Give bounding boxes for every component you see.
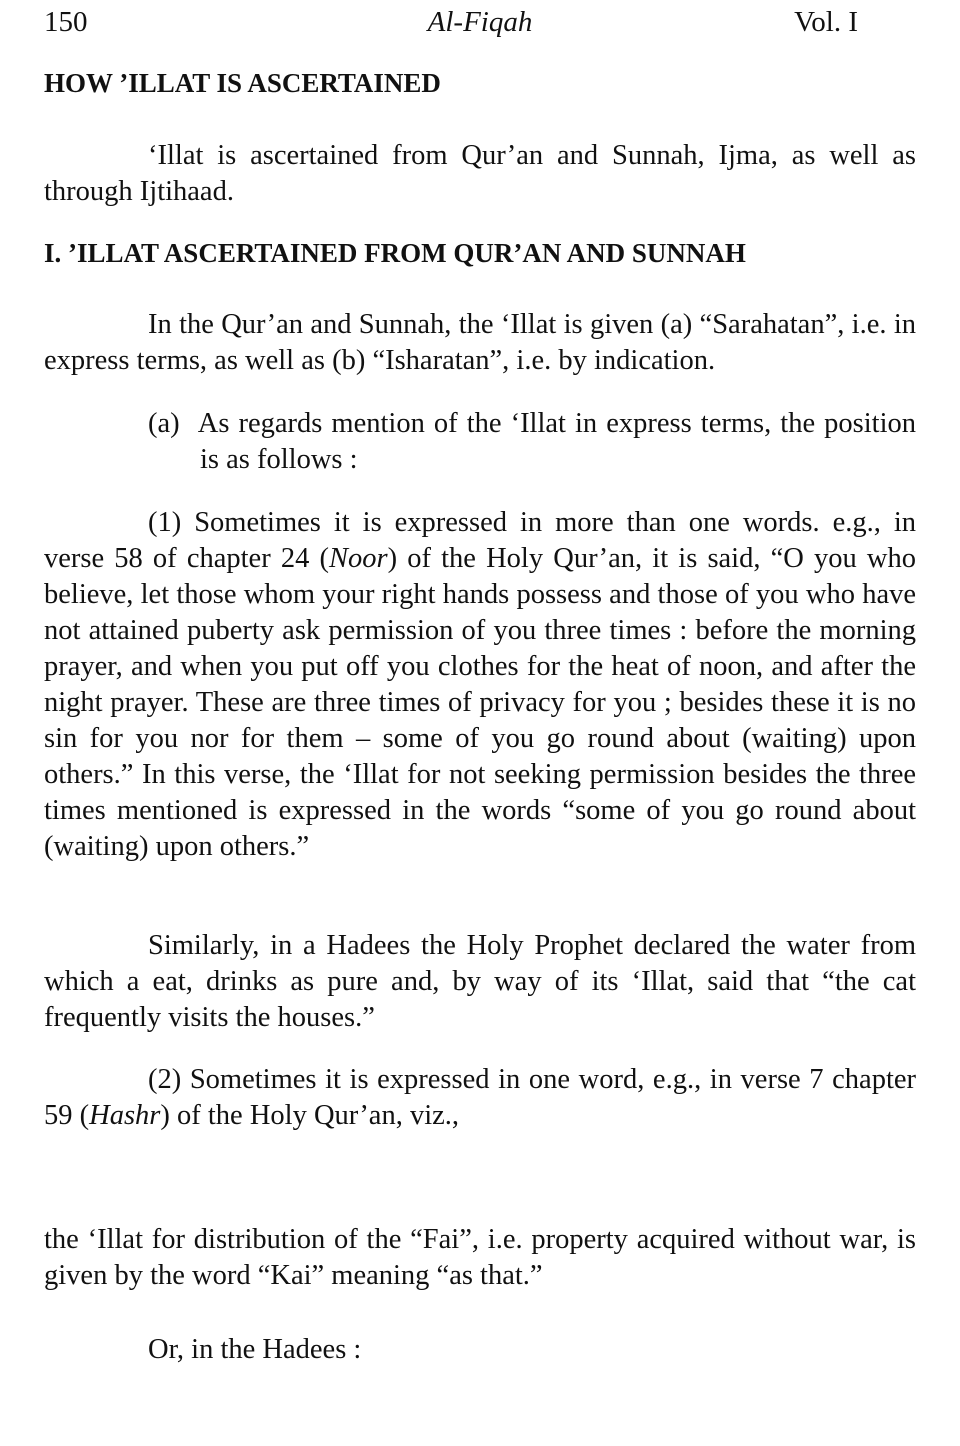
paragraph-illat-sources: ‘Illat is ascertained from Qur’an and Sunnah, Ijma, as well as through Ijtihaad.: [44, 140, 916, 207]
page-number: 150: [44, 6, 88, 38]
paragraph-example-1-rest: ) of the Holy Qur’an, it is said, “O you who believe, let those whom your right hands possess and those of you who have not attained puberty ask permission of you three times : before the morning prayer, and when you put off you clothes for the heat of noon, and after the night prayer. These are three times of privacy for you ; besides these it is no sin for you nor for them – some of you go round about (waiting) upon others.” In this verse, the ‘Illat for not seeking permission besides the three times mentioned is expressed in the words “some of you go round about (waiting) upon others.”: [44, 543, 916, 862]
volume-label: Vol. I: [794, 6, 858, 38]
paragraph-hadees-intro: Or, in the Hadees :: [148, 1334, 362, 1365]
paragraph-intro: In the Qur’an and Sunnah, the ‘Illat is given (a) “Sarahatan”, i.e. in express terms, as well as (b) “Isharatan”, i.e. by indication.: [44, 309, 916, 376]
list-item-a-text: As regards mention of the ‘Illat in express terms, the position is as follows :: [197, 408, 917, 475]
surah-name-hashr: Hashr: [89, 1100, 161, 1131]
paragraph-fai-distribution: the ‘Illat for distribution of the “Fai”, i.e. property acquired without war, is given by the word “Kai” meaning “as that.”: [44, 1224, 916, 1291]
list-item-a-label: (a): [148, 408, 180, 439]
section-heading-how-illat: HOW ’ILLAT IS ASCERTAINED: [44, 68, 441, 98]
surah-name-noor: Noor: [328, 543, 388, 574]
paragraph-example-1: [44, 505, 916, 865]
paragraph-example-2-rest: ) of the Holy Qur’an, viz.,: [160, 1100, 460, 1131]
running-title: Al-Fiqah: [427, 6, 533, 38]
paragraph-example-2: [44, 1062, 916, 1134]
section-heading-quran-sunnah: I. ’ILLAT ASCERTAINED FROM QUR’AN AND SUNNAH: [44, 238, 746, 268]
list-item-a: [148, 406, 916, 478]
page-header: [44, 4, 916, 40]
paragraph-example-2-start: (2) Sometimes it is expressed in one word, e.g., in verse 7 chapter 59 (: [44, 1064, 916, 1131]
book-page: [44, 0, 916, 1446]
paragraph-example-1-start: (1) Sometimes it is expressed in more than one words. e.g., in verse 58 of chapter 24 (: [44, 507, 916, 574]
paragraph-hadees-cat: Similarly, in a Hadees the Holy Prophet declared the water from which a eat, drinks as pure and, by way of its ‘Illat, said that “the cat frequently visits the houses.”: [44, 930, 916, 1033]
